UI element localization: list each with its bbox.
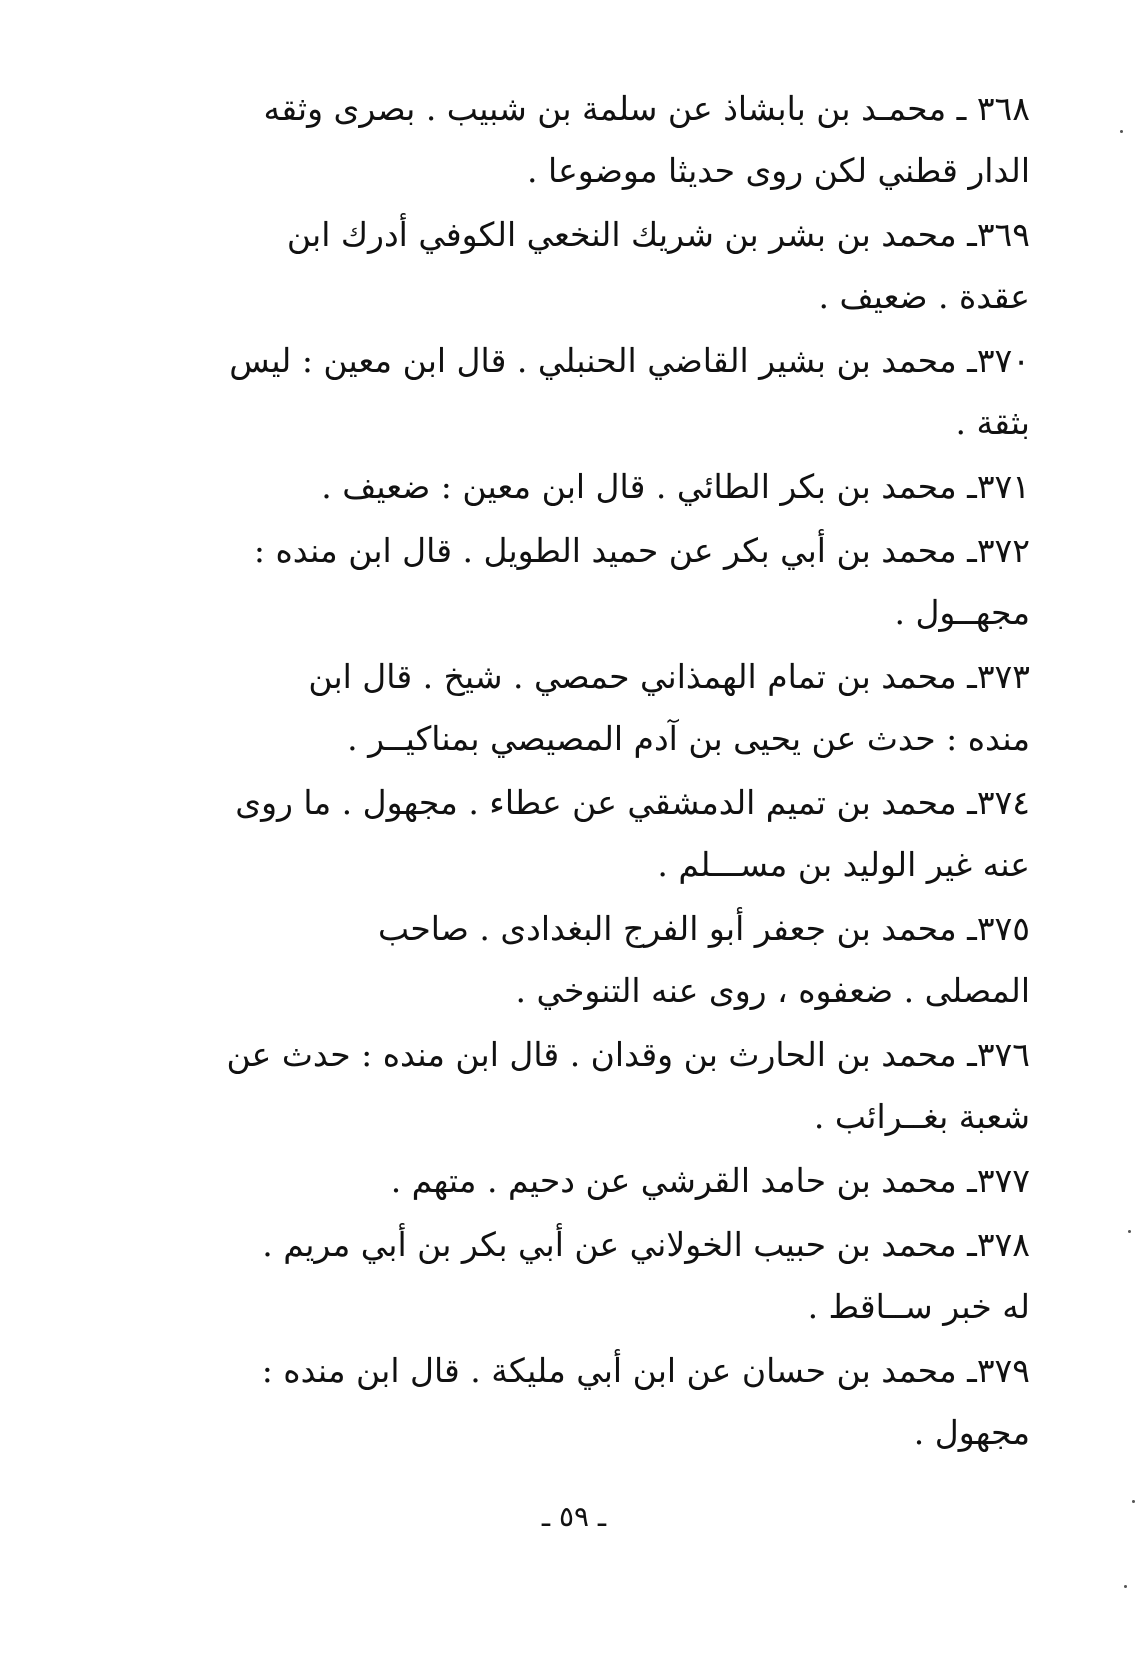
entry-line-1 bbox=[170, 456, 1030, 518]
entry-line-2: منده : حدث عن يحيى بن آدم المصيصي بمناكيــر . bbox=[347, 719, 1030, 758]
entry-text: محمد بن تميم الدمشقي عن عطاء . مجهول . ما روى bbox=[235, 783, 957, 822]
entry-line-2: مجهول . bbox=[913, 1413, 1030, 1452]
entry-line-2: المصلى . ضعفوه ، روى عنه التنوخي . bbox=[515, 971, 1030, 1010]
entry-text: محمد بن حسان عن ابن أبي مليكة . قال ابن منده : bbox=[261, 1351, 957, 1390]
scan-speck bbox=[1124, 1585, 1127, 1588]
entry-376 bbox=[170, 1024, 1030, 1148]
scan-speck bbox=[1132, 1500, 1135, 1503]
entry-text: محمد بن تمام الهمذاني حمصي . شيخ . قال ابن bbox=[308, 657, 957, 696]
entry-371 bbox=[170, 456, 1030, 518]
entry-text: محمد بن بكر الطائي . قال ابن معين : ضعيف . bbox=[321, 467, 957, 506]
entry-line-1 bbox=[170, 78, 1030, 140]
entry-374 bbox=[170, 772, 1030, 896]
entry-line-2: عقدة . ضعيف . bbox=[818, 277, 1030, 316]
entry-line-1 bbox=[170, 646, 1030, 708]
entry-line-1 bbox=[170, 204, 1030, 266]
entry-text: محمد بن حامد القرشي عن دحيم . متهم . bbox=[390, 1161, 957, 1200]
entry-line-2: شعبة بغــرائب . bbox=[813, 1097, 1030, 1136]
entry-line-1 bbox=[170, 772, 1030, 834]
entry-377 bbox=[170, 1150, 1030, 1212]
scan-speck bbox=[1120, 130, 1123, 133]
entry-373 bbox=[170, 646, 1030, 770]
entry-number: ٣٧٧ـ bbox=[967, 1161, 1030, 1200]
entry-line-1 bbox=[170, 898, 1030, 960]
entry-text: محمد بن جعفر أبو الفرج البغدادى . صاحب bbox=[377, 909, 957, 948]
entry-text: محمد بن بشير القاضي الحنبلي . قال ابن معين : ليس bbox=[229, 341, 957, 380]
entry-379 bbox=[170, 1340, 1030, 1464]
entry-369 bbox=[170, 204, 1030, 328]
entry-text: محمد بن الحارث بن وقدان . قال ابن منده : حدث عن bbox=[226, 1035, 957, 1074]
entry-line-1 bbox=[170, 1150, 1030, 1212]
entry-line-2: عنه غير الوليد بن مســـلم . bbox=[657, 845, 1030, 884]
entry-368 bbox=[170, 78, 1030, 202]
entry-line-2: له خبر ســاقط . bbox=[807, 1287, 1030, 1326]
entry-line-2: بثقة . bbox=[955, 403, 1030, 442]
entry-number: ٣٧٠ـ bbox=[967, 341, 1030, 380]
entry-372 bbox=[170, 520, 1030, 644]
entry-375 bbox=[170, 898, 1030, 1022]
page-number: ـ ٥٩ ـ bbox=[541, 1500, 607, 1533]
entry-number: ٣٧٣ـ bbox=[967, 657, 1030, 696]
entry-number: ٣٧٩ـ bbox=[967, 1351, 1030, 1390]
entry-line-1 bbox=[170, 330, 1030, 392]
entry-number: ٣٧٤ـ bbox=[967, 783, 1030, 822]
entry-number: ٣٦٨ ـ bbox=[956, 89, 1030, 128]
entry-text: محمد بن حبيب الخولاني عن أبي بكر بن أبي مريم . bbox=[262, 1225, 957, 1264]
entry-number: ٣٧٦ـ bbox=[967, 1035, 1030, 1074]
entry-text: محمد بن أبي بكر عن حميد الطويل . قال ابن منده : bbox=[253, 531, 957, 570]
entry-line-1 bbox=[170, 1340, 1030, 1402]
entry-line-1 bbox=[170, 1024, 1030, 1086]
entry-text: محمـد بن بابشاذ عن سلمة بن شبيب . بصرى وثقه bbox=[263, 89, 947, 128]
entry-line-1 bbox=[170, 520, 1030, 582]
entry-number: ٣٧٥ـ bbox=[967, 909, 1030, 948]
entry-text: محمد بن بشر بن شريك النخعي الكوفي أدرك ابن bbox=[286, 215, 957, 254]
scan-speck bbox=[1128, 1230, 1131, 1233]
entry-line-2: الدار قطني لكن روى حديثا موضوعا . bbox=[527, 151, 1030, 190]
entry-number: ٣٧٨ـ bbox=[967, 1225, 1030, 1264]
entry-number: ٣٧١ـ bbox=[967, 467, 1030, 506]
entry-number: ٣٧٢ـ bbox=[967, 531, 1030, 570]
entry-line-2: مجهــول . bbox=[894, 593, 1030, 632]
entry-370 bbox=[170, 330, 1030, 454]
entry-number: ٣٦٩ـ bbox=[967, 215, 1030, 254]
entry-line-1 bbox=[170, 1214, 1030, 1276]
entry-list bbox=[170, 78, 1030, 1466]
entry-378 bbox=[170, 1214, 1030, 1338]
